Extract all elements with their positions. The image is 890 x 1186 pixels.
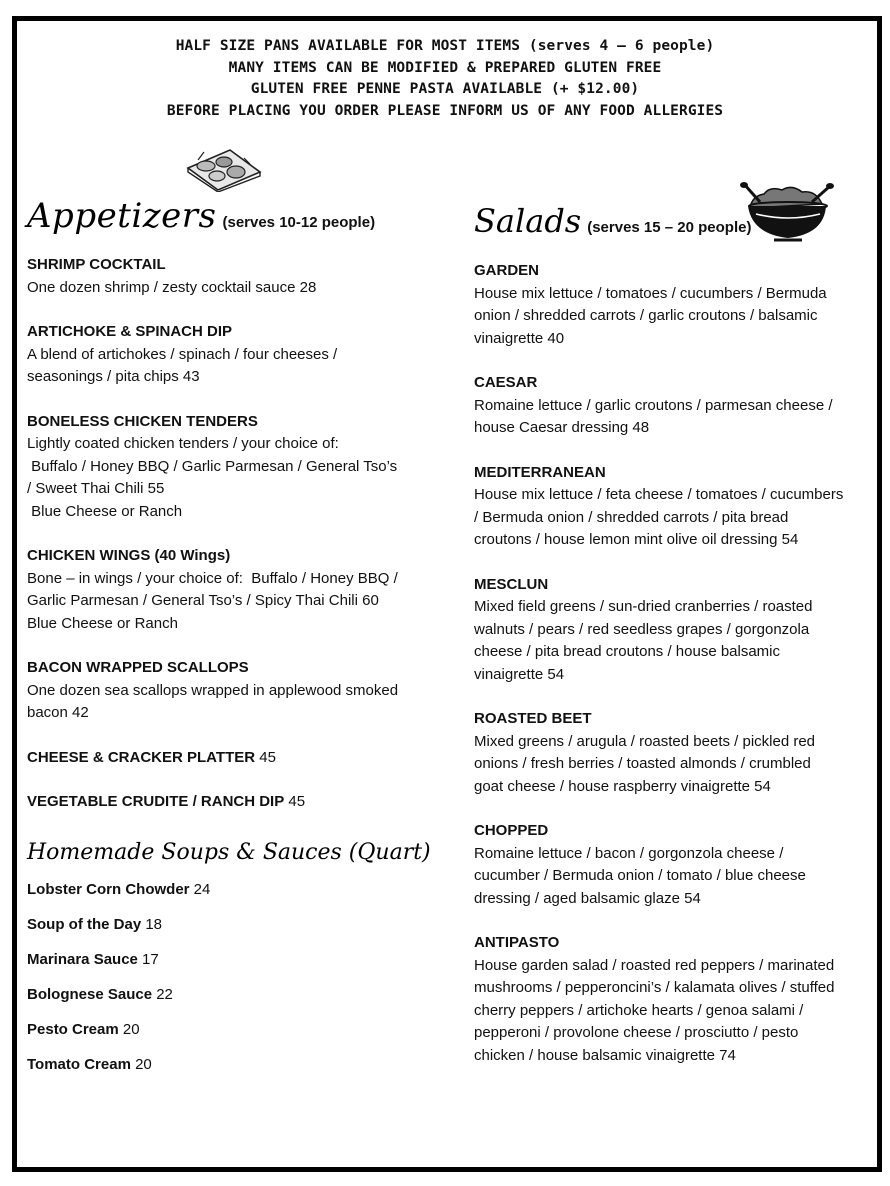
- item-desc: Romaine lettuce / bacon / gorgonzola cheese /: [474, 844, 784, 862]
- item-desc: bacon 42: [27, 704, 89, 721]
- menu-item: [27, 791, 447, 814]
- menu-item: [27, 657, 447, 725]
- item-desc: House mix lettuce / feta cheese / tomatoes / cucumbers: [474, 486, 844, 503]
- soup-item: [27, 1019, 447, 1041]
- item-name: GARDEN: [474, 262, 540, 279]
- item-desc: One dozen sea scallops wrapped in applewood smoked: [27, 681, 399, 699]
- soup-price: 17: [137, 950, 159, 968]
- item-desc: cheese / pita bread croutons / house balsamic: [474, 643, 781, 660]
- menu-item: [474, 574, 874, 687]
- salads-heading: [474, 202, 874, 240]
- item-desc: Garlic Parmesan / General Tso’s / Spicy Thai Chili 60: [27, 592, 379, 609]
- soup-price: 20: [130, 1055, 152, 1073]
- item-desc: goat cheese / house raspberry vinaigrette 54: [474, 777, 771, 795]
- item-name: BACON WRAPPED SCALLOPS: [27, 659, 249, 676]
- item-desc: Romaine lettuce / garlic croutons / parmesan cheese /: [474, 396, 833, 414]
- item-desc: croutons / house lemon mint olive oil dressing 54: [474, 531, 799, 548]
- menu-item: [474, 260, 874, 350]
- menu-item: [27, 254, 447, 299]
- item-desc: House garden salad / roasted red peppers / marinated: [474, 956, 835, 974]
- item-desc: dressing / aged balsamic glaze 54: [474, 889, 701, 907]
- item-name: ANTIPASTO: [474, 934, 560, 951]
- item-desc: chicken / house balsamic vinaigrette 74: [474, 1046, 736, 1064]
- item-name: ROASTED BEET: [474, 710, 592, 727]
- item-desc: One dozen shrimp / zesty cocktail sauce 28: [27, 278, 317, 296]
- item-name: MESCLUN: [474, 575, 549, 593]
- item-desc: Mixed greens / arugula / roasted beets / pickled red: [474, 732, 816, 750]
- soup-price: 20: [118, 1020, 140, 1038]
- menu-item: [474, 372, 874, 440]
- soup-name: Soup of the Day: [27, 915, 142, 933]
- item-desc: Mixed field greens / sun-dried cranberries / roasted: [474, 598, 813, 615]
- appetizer-tray-icon: [184, 142, 264, 192]
- item-desc: Bone – in wings / your choice of: Buffalo / Honey BBQ /: [27, 569, 398, 587]
- item-price: 45: [284, 793, 306, 810]
- item-desc: onions / fresh berries / toasted almonds / crumbled: [474, 755, 811, 772]
- menu-item: [474, 462, 874, 552]
- item-desc: Buffalo / Honey BBQ / Garlic Parmesan / General Tso’s: [27, 457, 398, 475]
- menu-item: [474, 820, 874, 910]
- item-desc: House mix lettuce / tomatoes / cucumbers / Bermuda: [474, 284, 827, 302]
- item-name: BONELESS CHICKEN TENDERS: [27, 412, 258, 430]
- salads-title: Salads: [474, 202, 582, 240]
- notice-line: BEFORE PLACING YOU ORDER PLEASE INFORM US OF ANY FOOD ALLERGIES: [166, 102, 724, 119]
- item-desc: onion / shredded carrots / garlic croutons / balsamic: [474, 307, 818, 324]
- soup-name: Marinara Sauce: [27, 950, 138, 968]
- item-desc: / Bermuda onion / shredded carrots / pita bread: [474, 508, 789, 526]
- item-desc: walnuts / pears / red seedless grapes / gorgonzola: [474, 620, 810, 638]
- item-name: CHOPPED: [474, 822, 549, 839]
- soup-item: [27, 914, 447, 936]
- item-desc: A blend of artichokes / spinach / four cheeses /: [27, 345, 338, 363]
- item-name: SHRIMP COCKTAIL: [27, 256, 166, 273]
- item-desc: Blue Cheese or Ranch: [27, 614, 178, 632]
- item-desc: mushrooms / pepperoncini’s / kalamata olives / stuffed: [474, 979, 835, 996]
- item-desc: pepperoni / provolone cheese / prosciutto / pesto: [474, 1024, 799, 1041]
- salads-serves: (serves 15 – 20 people): [587, 219, 752, 236]
- item-desc: Blue Cheese or Ranch: [27, 502, 183, 520]
- item-name: CAESAR: [474, 374, 538, 391]
- menu-item: [27, 411, 447, 524]
- menu-item: [27, 747, 447, 770]
- notice-line: MANY ITEMS CAN BE MODIFIED & PREPARED GLUTEN FREE: [228, 59, 662, 76]
- soup-name: Bolognese Sauce: [27, 985, 153, 1003]
- notice-line: HALF SIZE PANS AVAILABLE FOR MOST ITEMS (serves 4 – 6 people): [175, 38, 715, 54]
- item-name: CHEESE & CRACKER PLATTER: [27, 748, 256, 766]
- item-desc: house Caesar dressing 48: [474, 419, 650, 436]
- item-price: 45: [255, 748, 276, 766]
- soups-title: Homemade Soups & Sauces (Quart): [27, 839, 431, 865]
- item-desc: vinaigrette 54: [474, 665, 565, 683]
- menu-item: [474, 932, 874, 1067]
- appetizers-serves: (serves 10-12 people): [222, 214, 376, 231]
- soup-price: 22: [152, 985, 173, 1003]
- item-desc: cherry peppers / artichoke hearts / genoa salami /: [474, 1001, 804, 1019]
- soup-item: [27, 1054, 447, 1076]
- soup-item: [27, 879, 447, 901]
- appetizers-title: Appetizers: [27, 196, 217, 236]
- item-name: VEGETABLE CRUDITE / RANCH DIP: [27, 793, 285, 810]
- menu-item: [27, 545, 447, 635]
- item-desc: / Sweet Thai Chili 55: [27, 480, 165, 497]
- salads-column: [474, 202, 874, 1089]
- notice-line: GLUTEN FREE PENNE PASTA AVAILABLE (+ $12.00): [250, 81, 640, 97]
- item-name: CHICKEN WINGS (40 Wings): [27, 547, 231, 564]
- appetizers-heading: [27, 196, 447, 236]
- appetizers-column: [27, 196, 447, 1089]
- item-desc: Lightly coated chicken tenders / your choice of:: [27, 435, 339, 452]
- item-name: ARTICHOKE & SPINACH DIP: [27, 323, 233, 340]
- soup-name: Lobster Corn Chowder: [27, 880, 190, 898]
- soup-price: 18: [141, 915, 163, 933]
- soup-item: [27, 949, 447, 971]
- menu-item: [474, 708, 874, 798]
- soup-name: Tomato Cream: [27, 1055, 131, 1073]
- item-desc: vinaigrette 40: [474, 329, 565, 347]
- item-desc: seasonings / pita chips 43: [27, 368, 200, 385]
- notice-block: [0, 36, 890, 122]
- soup-item: [27, 984, 447, 1006]
- menu-item: [27, 321, 447, 389]
- soup-price: 24: [189, 880, 211, 898]
- item-desc: cucumber / Bermuda onion / tomato / blue cheese: [474, 867, 806, 884]
- soup-name: Pesto Cream: [27, 1020, 119, 1038]
- item-name: MEDITERRANEAN: [474, 463, 606, 481]
